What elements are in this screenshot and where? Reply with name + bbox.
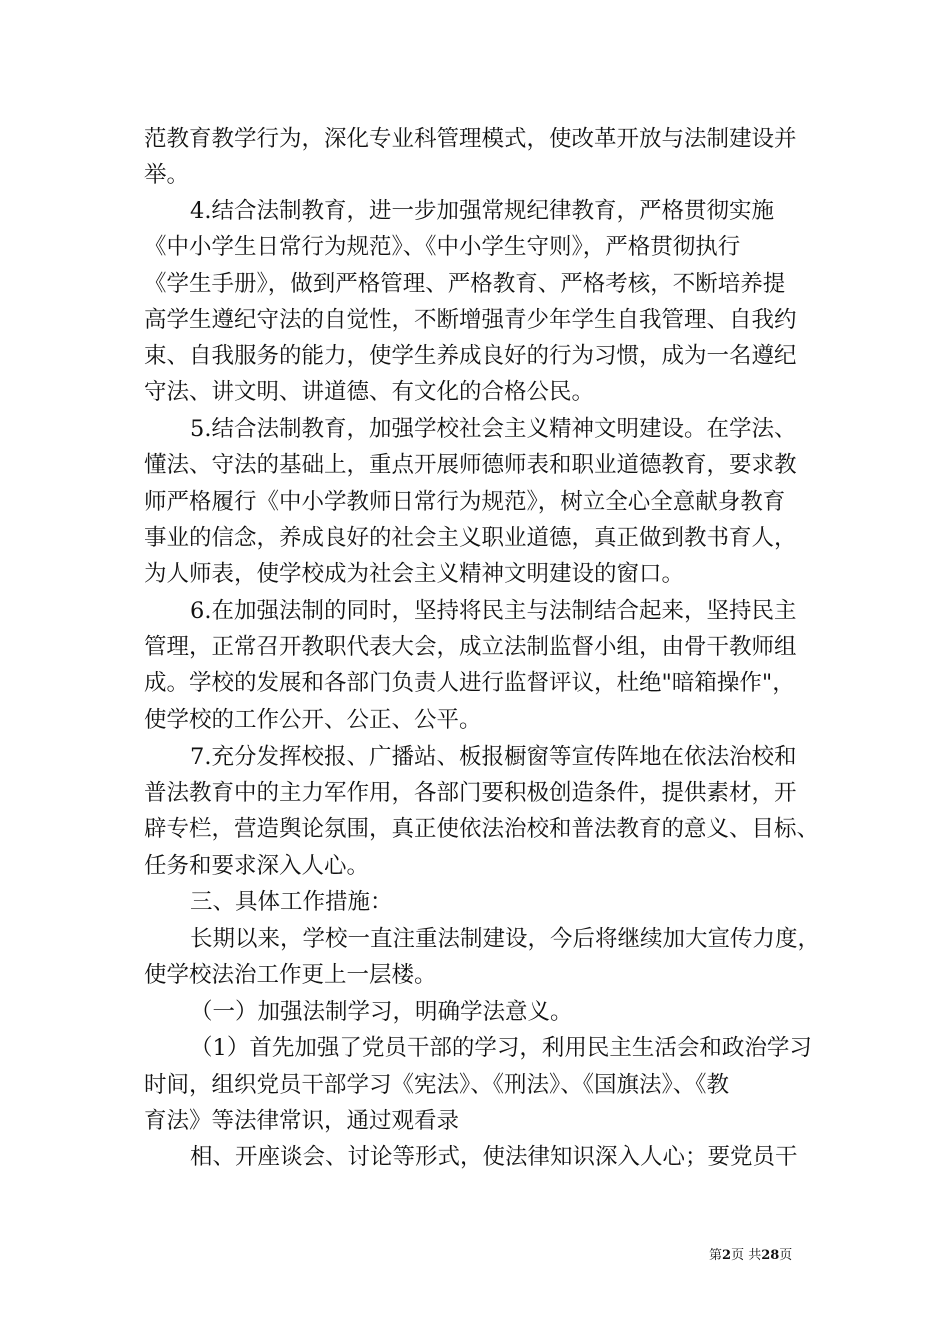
- text-line: 长期以来，学校一直注重法制建设，今后将继续加大宣传力度，: [190, 926, 821, 952]
- text-line: 成。学校的发展和各部门负责人进行监督评议，杜绝"暗箱操作"，: [144, 670, 795, 696]
- footer-prefix: 第: [709, 1248, 723, 1263]
- text-line: 普法教育中的主力军作用，各部门要积极创造条件，提供素材，开: [144, 780, 797, 806]
- text-line: （1）首先加强了党员干部的学习，利用民主生活会和政治学习: [190, 1035, 812, 1061]
- text-line: 守法、讲文明、讲道德、有文化的合格公民。: [144, 379, 595, 405]
- text-line: 事业的信念，养成良好的社会主义职业道德，真正做到教书育人，: [144, 525, 797, 551]
- text-line: 《学生手册》，做到严格管理、严格教育、严格考核，不断培养提: [144, 271, 786, 297]
- text-line: 育法》等法律常识，通过观看录: [144, 1108, 460, 1134]
- text-line: 管理，正常召开教职代表大会，成立法制监督小组，由骨干教师组: [144, 634, 797, 660]
- text-line: 使学校法治工作更上一层楼。: [144, 962, 437, 988]
- text-line: 师严格履行《中小学教师日常行为规范》，树立全心全意献身教育: [144, 489, 786, 515]
- subsection-heading: （一）加强法制学习，明确学法意义。: [190, 999, 573, 1025]
- text-line: 时间，组织党员干部学习《宪法》、《刑法》、《国旗法》、《教: [144, 1072, 730, 1098]
- text-line: 7.充分发挥校报、广播站、板报橱窗等宣传阵地在依法治校和: [190, 744, 797, 770]
- text-line: 懂法、守法的基础上，重点开展师德师表和职业道德教育，要求教: [144, 452, 797, 478]
- text-line: 范教育教学行为，深化专业科管理模式，使改革开放与法制建设并: [144, 126, 797, 152]
- text-line: 束、自我服务的能力，使学生养成良好的行为习惯，成为一名遵纪: [144, 343, 797, 369]
- text-line: 辟专栏，营造舆论氛围，真正使依法治校和普法教育的意义、目标、: [144, 816, 820, 842]
- text-line: 《中小学生日常行为规范》、《中小学生守则》，严格贯彻执行: [144, 234, 741, 260]
- text-line: 4.结合法制教育，进一步加强常规纪律教育，严格贯彻实施: [190, 198, 774, 224]
- section-heading: 三、具体工作措施：: [190, 889, 393, 915]
- total-page-number: 28: [761, 1248, 780, 1263]
- text-line: 举。: [144, 162, 190, 188]
- text-line: 为人师表，使学校成为社会主义精神文明建设的窗口。: [144, 561, 685, 587]
- text-line: 使学校的工作公开、公正、公平。: [144, 707, 482, 733]
- text-line: 任务和要求深入人心。: [144, 853, 370, 879]
- text-line: 5.结合法制教育，加强学校社会主义精神文明建设。在学法、: [190, 416, 797, 442]
- text-line: 相、开座谈会、讨论等形式，使法律知识深入人心；要党员干: [190, 1144, 798, 1170]
- text-line: 6.在加强法制的同时，坚持将民主与法制结合起来，坚持民主: [190, 598, 797, 624]
- page-footer: [709, 1247, 792, 1265]
- current-page-number: 2: [722, 1248, 732, 1263]
- text-line: 高学生遵纪守法的自觉性，不断增强青少年学生自我管理、自我约: [144, 307, 797, 333]
- footer-suffix: 页: [779, 1248, 793, 1263]
- footer-middle: 页 共: [731, 1248, 762, 1263]
